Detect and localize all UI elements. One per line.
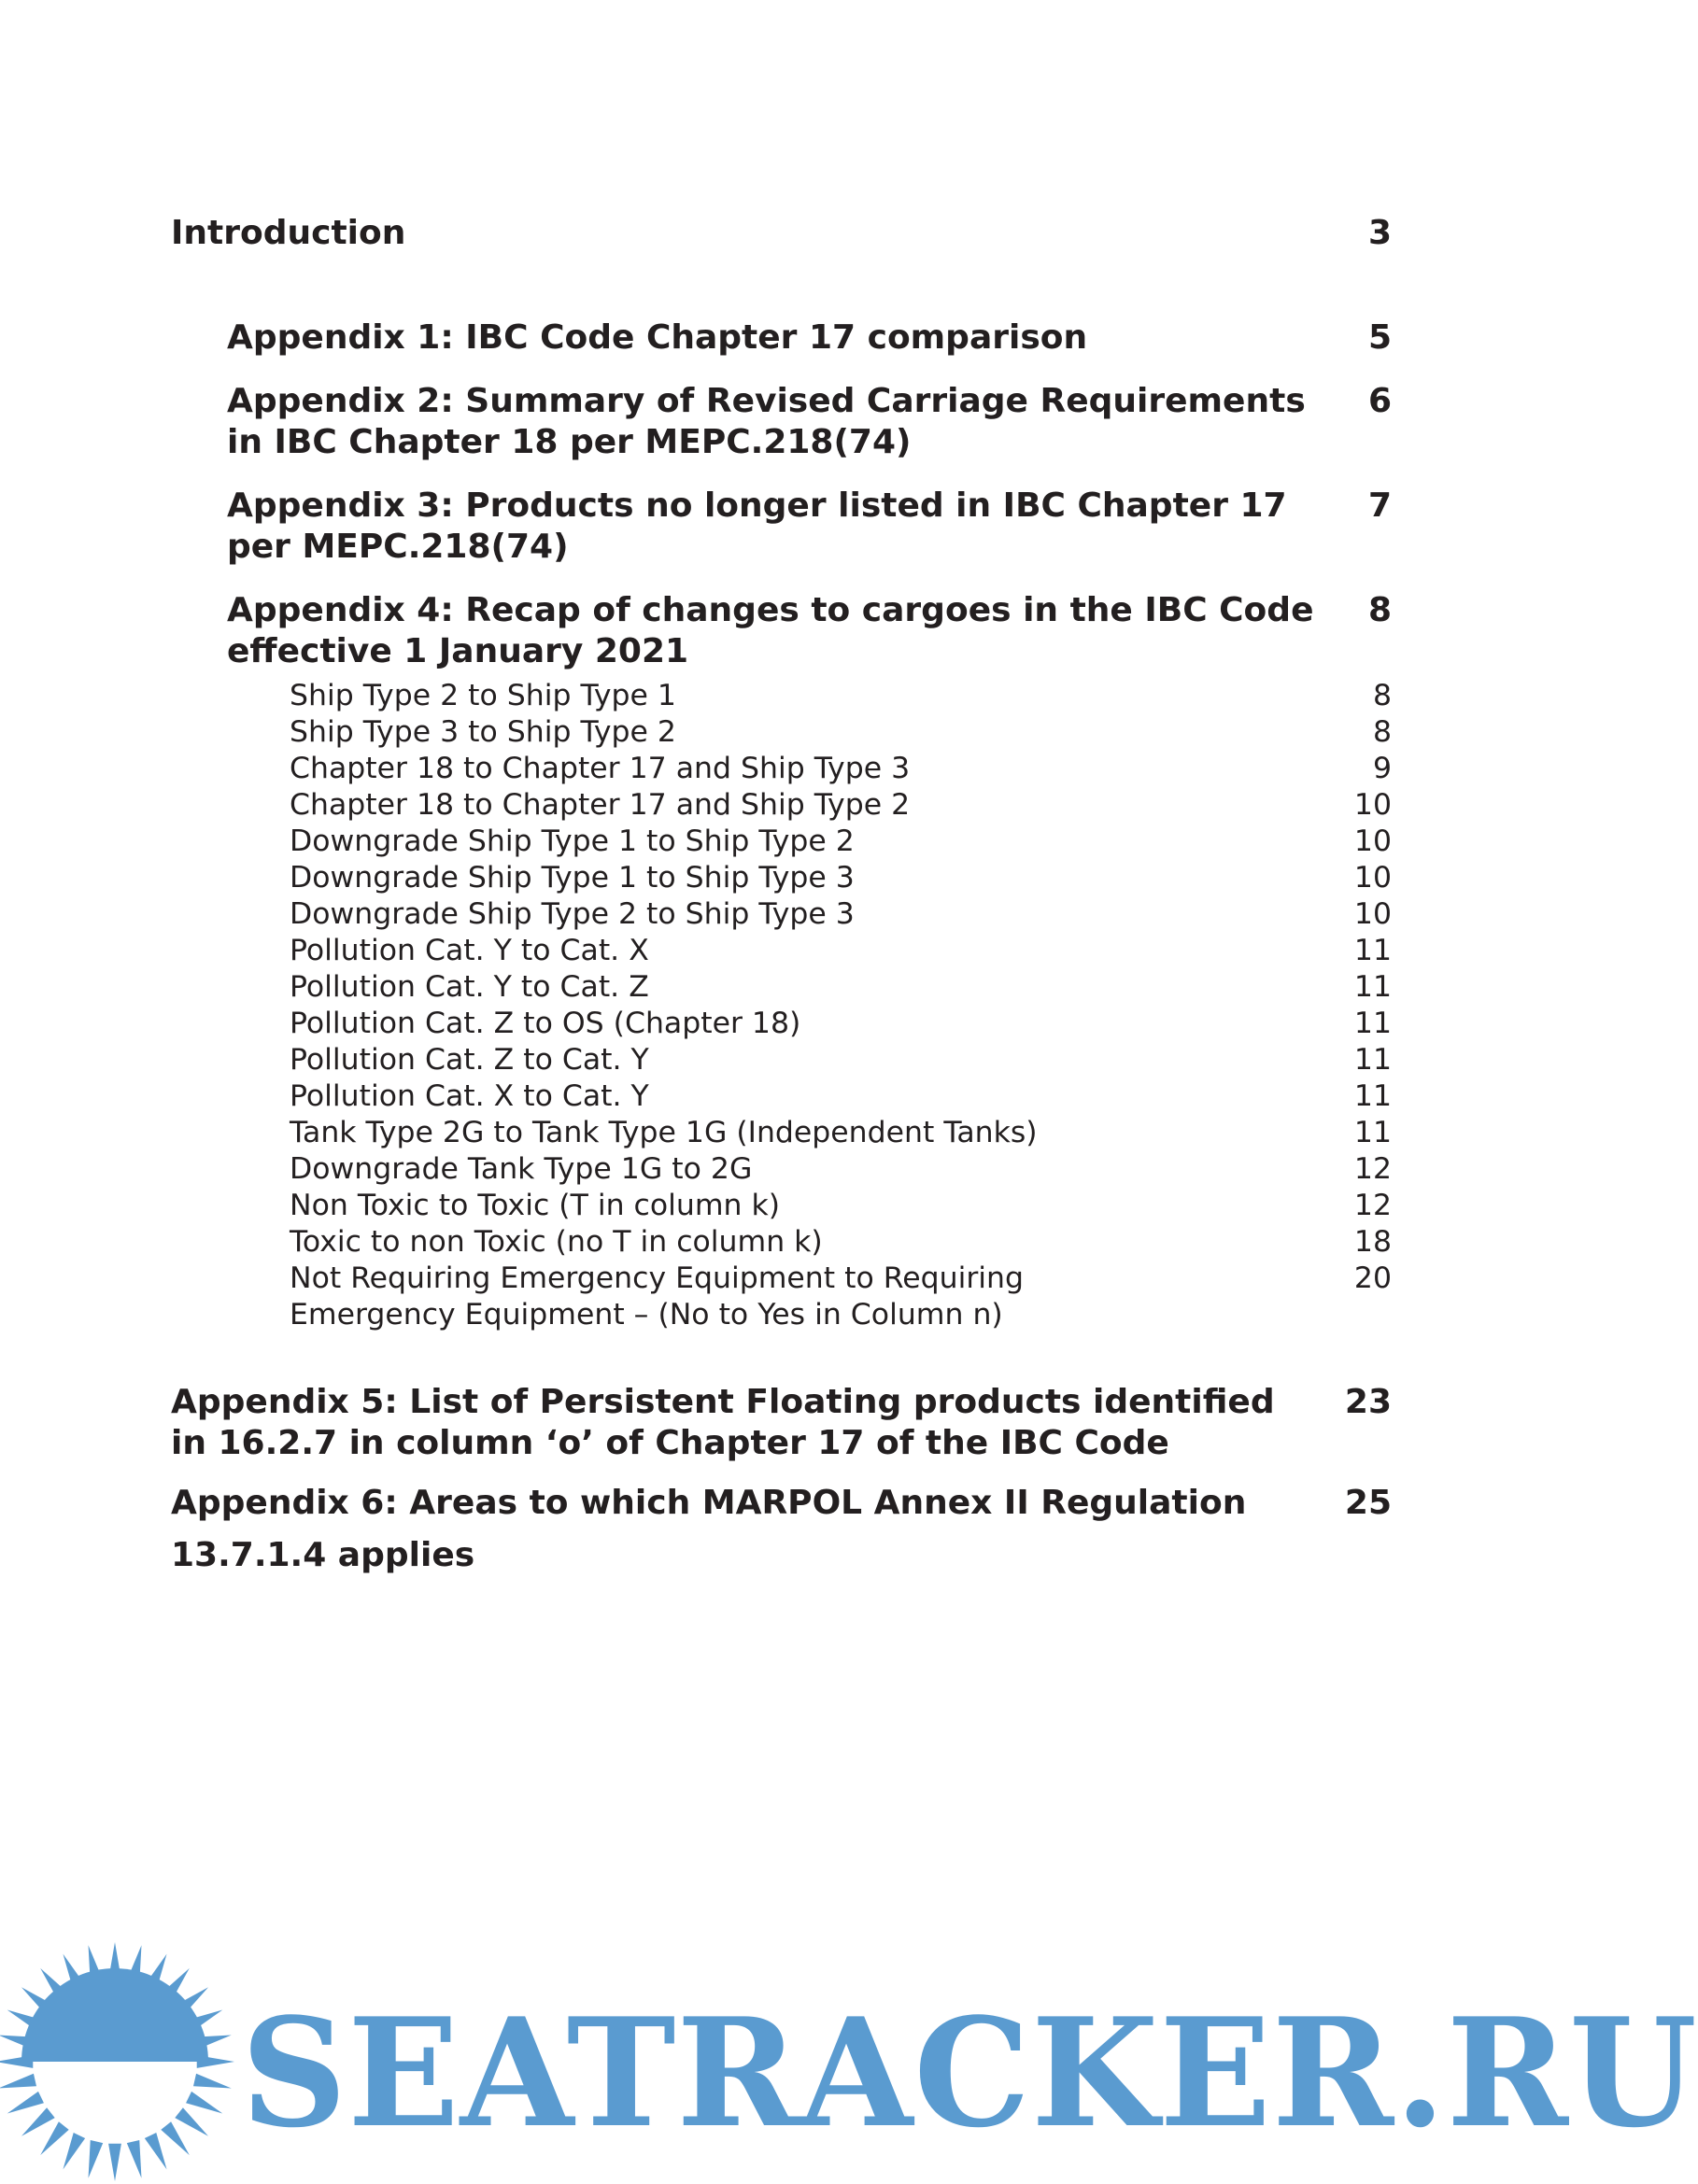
toc-title-line-2: effective 1 January 2021: [227, 632, 689, 670]
toc-entry[interactable]: [290, 1224, 1392, 1261]
toc-entry-title: Pollution Cat. X to Cat. Y: [290, 1079, 649, 1113]
toc-entry[interactable]: [290, 1188, 1392, 1224]
toc-appendix-4[interactable]: [227, 590, 1392, 672]
toc-title: [227, 590, 1313, 672]
toc-entry-page: 11: [1353, 934, 1392, 967]
toc-entry-page: 8: [1372, 679, 1392, 712]
toc-entry-title: Downgrade Ship Type 1 to Ship Type 2: [290, 824, 855, 858]
toc-entry-page: 10: [1353, 824, 1392, 858]
sun-ray: [186, 2092, 222, 2114]
toc-title: [227, 381, 1306, 463]
toc-entry-page: 8: [1372, 715, 1392, 749]
toc-entry-title: [290, 1261, 1024, 1333]
watermark-text: SEATRACKER.RU: [241, 1985, 1698, 2161]
toc-entry[interactable]: [290, 969, 1392, 1006]
sun-ray: [89, 2140, 104, 2178]
toc-entry-page: 9: [1372, 752, 1392, 785]
toc-entry-title: Ship Type 2 to Ship Type 1: [290, 679, 676, 712]
sun-ray: [161, 2121, 190, 2155]
toc-entry-page: 12: [1353, 1152, 1392, 1186]
toc-title-line-2: in IBC Chapter 18 per MEPC.218(74): [227, 423, 912, 461]
toc-entry[interactable]: [290, 751, 1392, 787]
toc-entry-page: 10: [1353, 897, 1392, 931]
toc-page: 8: [1367, 591, 1392, 629]
toc-entry[interactable]: [290, 933, 1392, 969]
toc-title-line-1: Appendix 2: Summary of Revised Carriage Requirements: [227, 382, 1306, 420]
toc-page: 7: [1367, 486, 1392, 525]
toc-entry-title: Pollution Cat. Z to Cat. Y: [290, 1043, 649, 1077]
sun-ray: [145, 2133, 167, 2169]
toc-entry[interactable]: [290, 678, 1392, 714]
toc-entry-title: Downgrade Ship Type 1 to Ship Type 3: [290, 861, 855, 895]
toc-entry-title: Pollution Cat. Y to Cat. X: [290, 934, 649, 967]
sun-ray: [0, 2074, 36, 2089]
toc-entry[interactable]: [290, 896, 1392, 933]
toc-title-line-2: in 16.2.7 in column ‘o’ of Chapter 17 of the IBC Code: [171, 1424, 1169, 1462]
toc-title: Introduction: [171, 214, 406, 252]
toc-entry-title: Pollution Cat. Z to OS (Chapter 18): [290, 1007, 801, 1040]
toc-title-line-2: 13.7.1.4 applies: [171, 1536, 475, 1574]
toc-entry[interactable]: [290, 1006, 1392, 1042]
toc-entry-title: Tank Type 2G to Tank Type 1G (Independent Tanks): [290, 1116, 1038, 1149]
toc-title-line-1: Appendix 4: Recap of changes to cargoes in the IBC Code: [227, 591, 1314, 629]
toc-page: 23: [1344, 1383, 1392, 1421]
toc-entry[interactable]: [290, 824, 1392, 860]
toc-entry-title: Toxic to non Toxic (no T in column k): [290, 1225, 823, 1259]
toc-appendix-1[interactable]: [227, 317, 1392, 359]
toc-title: Appendix 1: IBC Code Chapter 17 comparison: [227, 318, 1088, 357]
toc-entry[interactable]: [290, 1261, 1392, 1333]
toc-entry-page: 11: [1353, 1116, 1392, 1149]
toc-entry-title: Chapter 18 to Chapter 17 and Ship Type 2: [290, 788, 911, 822]
toc-page: 3: [1367, 214, 1392, 252]
toc-entry-title: Downgrade Ship Type 2 to Ship Type 3: [290, 897, 855, 931]
toc-entry-title-line-2: Emergency Equipment – (No to Yes in Column n): [290, 1298, 1003, 1332]
toc-entry[interactable]: [290, 1151, 1392, 1188]
sun-ray: [175, 2107, 208, 2136]
sun-ray: [193, 2074, 232, 2089]
toc-appendix-6[interactable]: [171, 1477, 1392, 1582]
toc-title: [171, 1382, 1275, 1464]
sun-ray: [108, 2144, 121, 2181]
toc-entry[interactable]: [290, 1115, 1392, 1151]
toc-entry-page: 11: [1353, 970, 1392, 1004]
toc-entry[interactable]: [290, 787, 1392, 824]
toc-entry-page: 10: [1353, 788, 1392, 822]
toc-title: [227, 486, 1287, 568]
toc-entry-page: 11: [1353, 1079, 1392, 1113]
toc-entry-title-line-1: Not Requiring Emergency Equipment to Requiring: [290, 1261, 1024, 1295]
toc-entry[interactable]: [290, 860, 1392, 896]
toc-appendix-5[interactable]: [171, 1382, 1392, 1464]
toc-page: 6: [1367, 382, 1392, 420]
sun-ray: [7, 2092, 44, 2114]
toc-page: 25: [1344, 1484, 1392, 1522]
toc-entry-page: 11: [1353, 1007, 1392, 1040]
sun-ray: [21, 2107, 55, 2136]
toc-appendix-3[interactable]: [227, 486, 1392, 568]
toc-entry-title: Chapter 18 to Chapter 17 and Ship Type 3: [290, 752, 911, 785]
toc-entry-page: 10: [1353, 861, 1392, 895]
toc-title: [171, 1477, 1246, 1582]
toc-entry-title: Non Toxic to Toxic (T in column k): [290, 1189, 781, 1222]
toc-title-line-2: per MEPC.218(74): [227, 528, 569, 566]
toc-entry-title: Downgrade Tank Type 1G to 2G: [290, 1152, 753, 1186]
toc-entry-page: 20: [1353, 1261, 1392, 1295]
toc-entry[interactable]: [290, 1078, 1392, 1115]
toc-entry-title: Pollution Cat. Y to Cat. Z: [290, 970, 649, 1004]
toc-title-line-1: Appendix 5: List of Persistent Floating products identified: [171, 1383, 1275, 1421]
toc-page: 5: [1367, 318, 1392, 357]
sun-ray: [40, 2121, 69, 2155]
toc-entry-page: 18: [1353, 1225, 1392, 1259]
sun-ray: [63, 2133, 85, 2169]
toc-entry-title: Ship Type 3 to Ship Type 2: [290, 715, 676, 749]
toc-entry[interactable]: [290, 714, 1392, 751]
sun-ray: [127, 2140, 142, 2178]
toc-introduction[interactable]: [171, 213, 1392, 254]
toc-appendix-4-entries: [290, 678, 1392, 1333]
toc-entry[interactable]: [290, 1042, 1392, 1078]
toc-appendix-2[interactable]: [227, 381, 1392, 463]
toc-title-line-1: Appendix 6: Areas to which MARPOL Annex II Regulation: [171, 1484, 1247, 1522]
toc-entry-page: 12: [1353, 1189, 1392, 1222]
toc-title-line-1: Appendix 3: Products no longer listed in IBC Chapter 17: [227, 486, 1287, 525]
toc-entry-page: 11: [1353, 1043, 1392, 1077]
